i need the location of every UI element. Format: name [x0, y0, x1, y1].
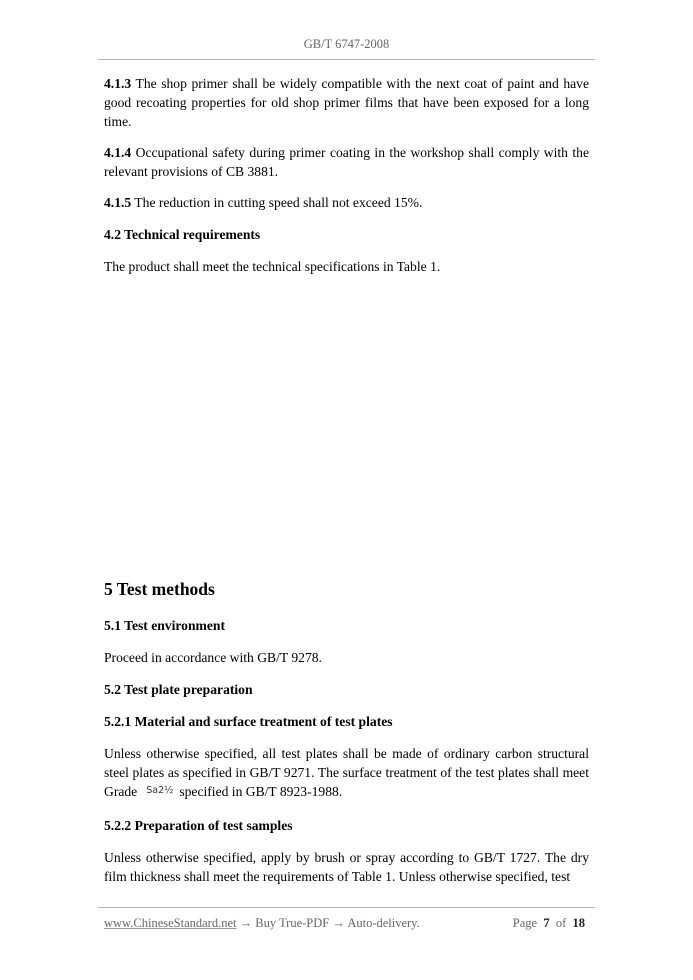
- paragraph-text: Unless otherwise specified, all test plates shall be made of ordinary carbon structural steel plates as specified in GB/T 9271. The surface treatment of the test plates shall meet Grade: [104, 746, 589, 799]
- page-indicator: [513, 916, 585, 931]
- site-link[interactable]: www.ChineseStandard.net: [104, 916, 237, 930]
- clause-4-1-3: [104, 74, 589, 131]
- paragraph-5-2-1: [104, 744, 589, 803]
- header-divider: [98, 59, 595, 60]
- clause-number: 4.1.3: [104, 76, 132, 91]
- page-number: 7: [543, 916, 550, 930]
- paragraph-text-end: specified in GB/T 8923-1988.: [179, 784, 343, 799]
- paragraph-5-1: Proceed in accordance with GB/T 9278.: [104, 650, 322, 665]
- heading-5-1: 5.1 Test environment: [104, 618, 225, 633]
- clause-text: The shop primer shall be widely compatible with the next coat of paint and have good recoating properties for old shop primer films that have been exposed for a long time.: [104, 76, 590, 129]
- heading-5-2-2: 5.2.2 Preparation of test samples: [104, 818, 293, 833]
- heading-4-2: 4.2 Technical requirements: [104, 227, 261, 242]
- heading-5: 5 Test methods: [104, 579, 215, 599]
- clause-number: 4.1.5: [104, 195, 132, 210]
- page-total: 18: [572, 916, 585, 930]
- clause-text: The reduction in cutting speed shall not exceed 15%.: [134, 195, 423, 210]
- blank-space: [104, 276, 589, 578]
- page-label: Page: [512, 916, 538, 930]
- arrow-icon: →: [239, 916, 253, 930]
- paragraph-5-2-2: Unless otherwise specified, apply by brush or spray according to GB/T 1727. The dry film thickness shall meet the requirements of Table 1. Unless otherwise specified, test: [104, 850, 589, 884]
- of-label: of: [555, 916, 567, 930]
- delivery-text: Auto-delivery.: [347, 916, 420, 930]
- arrow-icon: →: [332, 916, 345, 930]
- clause-4-1-5: [104, 193, 589, 212]
- grade-symbol: Sa2½: [146, 785, 174, 796]
- doc-code: GB/T 6747-2008: [303, 37, 390, 51]
- clause-4-1-4: [104, 143, 589, 181]
- heading-5-2: 5.2 Test plate preparation: [104, 682, 253, 697]
- page-body: [104, 74, 589, 886]
- heading-5-2-1: 5.2.1 Material and surface treatment of test plates: [104, 714, 393, 729]
- footer-promo: [104, 916, 420, 931]
- clause-number: 4.1.4: [104, 145, 132, 160]
- paragraph-4-2: The product shall meet the technical specifications in Table 1.: [104, 259, 441, 274]
- page-header: [0, 37, 693, 52]
- footer-divider: [98, 907, 595, 908]
- buy-link[interactable]: Buy True-PDF: [255, 916, 330, 930]
- clause-text: Occupational safety during primer coating in the workshop shall comply with the relevant provisions of CB 3881.: [104, 145, 589, 179]
